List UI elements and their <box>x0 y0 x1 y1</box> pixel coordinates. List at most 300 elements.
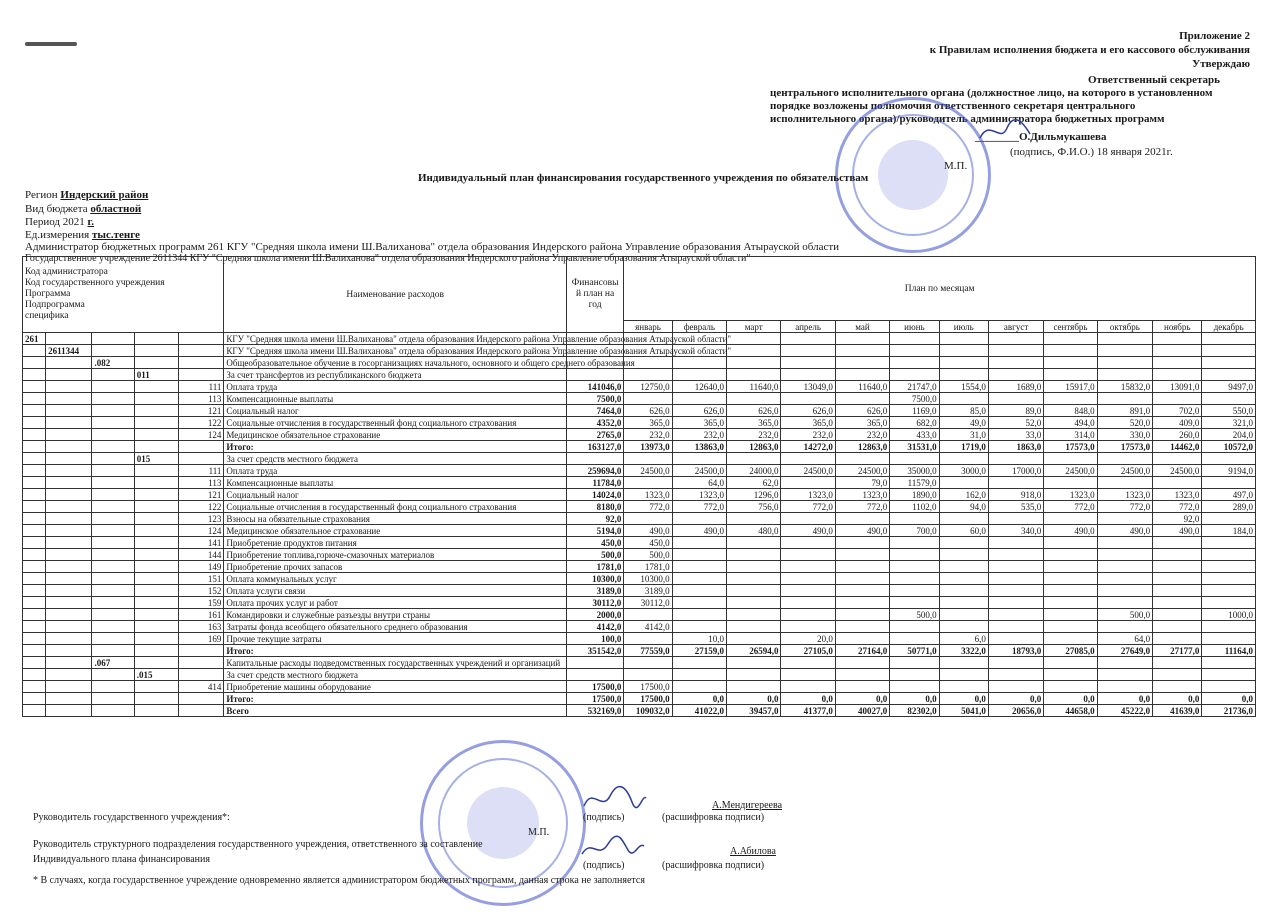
admin-code-cell <box>23 609 46 621</box>
month-value-cell <box>727 597 781 609</box>
unit-line: Ед.измерения тыс.тенге <box>25 229 140 241</box>
month-value-cell: 365,0 <box>672 417 726 429</box>
expense-name-cell: Затраты фонда всеобщего обязательного среднего образования <box>224 621 566 633</box>
specific-code-cell: 121 <box>179 405 224 417</box>
annual-plan-cell <box>566 453 623 465</box>
month-value-cell <box>1044 513 1097 525</box>
subprogram-code-cell <box>134 633 178 645</box>
program-code-cell <box>92 705 134 717</box>
month-value-cell: 490,0 <box>624 525 672 537</box>
month-value-cell <box>939 573 988 585</box>
month-value-cell: 365,0 <box>835 417 889 429</box>
specific-code-cell: 122 <box>179 417 224 429</box>
month-value-cell <box>1153 333 1202 345</box>
expense-name-cell: Оплата труда <box>224 381 566 393</box>
month-value-cell <box>1044 633 1097 645</box>
head-label: Руководитель государственного учреждения*: <box>33 812 230 823</box>
month-header: июль <box>939 321 988 333</box>
month-value-cell: 35000,0 <box>890 465 939 477</box>
month-value-cell <box>1153 669 1202 681</box>
month-value-cell: 20,0 <box>781 633 835 645</box>
month-value-cell <box>988 513 1043 525</box>
admin-code-cell <box>23 705 46 717</box>
institution-code-cell <box>46 501 92 513</box>
month-value-cell <box>1097 561 1152 573</box>
annual-plan-cell: 532169,0 <box>566 705 623 717</box>
expense-name-cell: Оплата прочих услуг и работ <box>224 597 566 609</box>
institution-code-cell <box>46 633 92 645</box>
program-code-cell <box>92 693 134 705</box>
month-value-cell: 500,0 <box>1097 609 1152 621</box>
program-code-cell <box>92 393 134 405</box>
table-row <box>23 501 1256 513</box>
subprogram-code-cell <box>134 585 178 597</box>
expense-name-cell: КГУ "Средняя школа имени Ш.Валиханова" отдела образования Индерского района Управление образования Атырауской области" <box>224 345 566 357</box>
subprogram-code-cell <box>134 513 178 525</box>
program-code-cell <box>92 453 134 465</box>
specific-code-cell: 111 <box>179 381 224 393</box>
month-value-cell <box>835 549 889 561</box>
month-value-cell: 1719,0 <box>939 441 988 453</box>
program-code-cell <box>92 621 134 633</box>
specific-code-cell <box>179 705 224 717</box>
region-line: Регион Индерский район <box>25 189 149 201</box>
expense-name-cell: Медицинское обязательное страхование <box>224 429 566 441</box>
month-value-cell: 702,0 <box>1153 405 1202 417</box>
month-value-cell <box>624 609 672 621</box>
month-value-cell <box>1044 453 1097 465</box>
table-row <box>23 429 1256 441</box>
expense-name-cell: Приобретение машины оборудование <box>224 681 566 693</box>
table-row <box>23 345 1256 357</box>
institution-code-cell <box>46 549 92 561</box>
document-title: Индивидуальный план финансирования государственного учреждения по обязательствам <box>418 172 869 184</box>
month-value-cell <box>988 597 1043 609</box>
admin-code-cell <box>23 369 46 381</box>
program-code-cell <box>92 381 134 393</box>
expense-name-cell: Медицинское обязательное страхование <box>224 525 566 537</box>
month-value-cell: 24000,0 <box>727 465 781 477</box>
program-code-cell <box>92 561 134 573</box>
month-value-cell: 490,0 <box>1044 525 1097 537</box>
annual-plan-cell <box>566 657 623 669</box>
plan-body <box>23 333 1256 717</box>
month-value-cell: 27159,0 <box>672 645 726 657</box>
month-value-cell: 41639,0 <box>1153 705 1202 717</box>
admin-code-cell <box>23 489 46 501</box>
month-value-cell: 314,0 <box>1044 429 1097 441</box>
annual-plan-cell: 450,0 <box>566 537 623 549</box>
admin-code-cell <box>23 585 46 597</box>
month-value-cell: 756,0 <box>727 501 781 513</box>
month-value-cell: 232,0 <box>835 429 889 441</box>
subprogram-code-cell <box>134 597 178 609</box>
admin-code-cell <box>23 513 46 525</box>
month-value-cell: 772,0 <box>1044 501 1097 513</box>
month-value-cell <box>727 573 781 585</box>
program-code-cell <box>92 537 134 549</box>
institution-code-cell <box>46 333 92 345</box>
expense-name-cell: Оплата коммунальных услуг <box>224 573 566 585</box>
month-value-cell: 0,0 <box>727 693 781 705</box>
month-value-cell <box>781 669 835 681</box>
month-value-cell <box>624 453 672 465</box>
month-value-cell <box>1097 369 1152 381</box>
sign-caption: (подпись, Ф.И.О.) 18 января 2021г. <box>1010 146 1173 158</box>
program-code-cell <box>92 549 134 561</box>
admin-code-cell <box>23 345 46 357</box>
month-value-cell <box>835 453 889 465</box>
month-value-cell <box>672 621 726 633</box>
subprogram-code-cell <box>134 693 178 705</box>
month-value-cell: 500,0 <box>890 609 939 621</box>
month-value-cell <box>672 669 726 681</box>
admin-code-cell <box>23 573 46 585</box>
month-value-cell <box>835 597 889 609</box>
month-value-cell <box>1097 477 1152 489</box>
month-value-cell <box>939 585 988 597</box>
program-code-cell <box>92 333 134 345</box>
month-value-cell <box>988 393 1043 405</box>
month-value-cell: 27164,0 <box>835 645 889 657</box>
institution-code-cell <box>46 669 92 681</box>
month-value-cell: 17573,0 <box>1044 441 1097 453</box>
month-value-cell <box>835 657 889 669</box>
institution-code-cell <box>46 597 92 609</box>
month-value-cell <box>988 657 1043 669</box>
expense-name-cell: Итого: <box>224 693 566 705</box>
month-value-cell <box>939 681 988 693</box>
month-value-cell <box>727 609 781 621</box>
month-value-cell: 0,0 <box>890 693 939 705</box>
institution-code-cell <box>46 381 92 393</box>
month-value-cell <box>1044 477 1097 489</box>
struct-decode-caption: (расшифровка подписи) <box>662 860 765 871</box>
month-value-cell <box>1202 669 1256 681</box>
specific-code-cell: 151 <box>179 573 224 585</box>
month-value-cell <box>1153 549 1202 561</box>
month-header: декабрь <box>1202 321 1256 333</box>
institution-code-cell <box>46 585 92 597</box>
month-value-cell: 109032,0 <box>624 705 672 717</box>
month-value-cell <box>939 345 988 357</box>
table-row <box>23 645 1256 657</box>
month-value-cell: 0,0 <box>939 693 988 705</box>
struct-label-2: Индивидуального плана финансирования <box>33 854 210 865</box>
annual-plan-cell: 92,0 <box>566 513 623 525</box>
month-value-cell: 7500,0 <box>890 393 939 405</box>
specific-code-cell: 149 <box>179 561 224 573</box>
subprogram-code-cell <box>134 573 178 585</box>
table-row <box>23 633 1256 645</box>
month-value-cell <box>781 585 835 597</box>
month-value-cell <box>624 669 672 681</box>
month-value-cell: 0,0 <box>1153 693 1202 705</box>
table-row <box>23 525 1256 537</box>
annual-plan-cell: 17500,0 <box>566 693 623 705</box>
month-value-cell: 1689,0 <box>988 381 1043 393</box>
expense-name-cell: Социальные отчисления в государственный фонд социального страхования <box>224 501 566 513</box>
approve-label: Утверждаю <box>1192 58 1250 70</box>
month-value-cell <box>672 393 726 405</box>
month-value-cell: 0,0 <box>672 693 726 705</box>
table-row <box>23 417 1256 429</box>
month-value-cell: 490,0 <box>1097 525 1152 537</box>
specific-code-cell <box>179 357 224 369</box>
admin-code-cell <box>23 501 46 513</box>
month-value-cell: 10,0 <box>672 633 726 645</box>
month-value-cell <box>988 669 1043 681</box>
month-value-cell: 918,0 <box>988 489 1043 501</box>
expense-name-cell: Всего <box>224 705 566 717</box>
admin-code-cell <box>23 453 46 465</box>
institution-code-cell: 2611344 <box>46 345 92 357</box>
specific-code-cell <box>179 345 224 357</box>
month-value-cell: 64,0 <box>1097 633 1152 645</box>
month-value-cell <box>1153 681 1202 693</box>
month-value-cell: 1296,0 <box>727 489 781 501</box>
table-row <box>23 573 1256 585</box>
month-value-cell <box>988 573 1043 585</box>
month-value-cell: 204,0 <box>1202 429 1256 441</box>
specific-code-cell: 111 <box>179 465 224 477</box>
table-row <box>23 537 1256 549</box>
month-value-cell <box>1097 585 1152 597</box>
month-value-cell: 520,0 <box>1097 417 1152 429</box>
month-value-cell: 21736,0 <box>1202 705 1256 717</box>
program-code-cell: .082 <box>92 357 134 369</box>
table-row <box>23 693 1256 705</box>
month-value-cell <box>672 513 726 525</box>
month-value-cell <box>1097 333 1152 345</box>
month-header: январь <box>624 321 672 333</box>
month-value-cell: 1102,0 <box>890 501 939 513</box>
admin-code-cell <box>23 621 46 633</box>
month-value-cell <box>890 681 939 693</box>
struct-sign-caption: (подпись) <box>583 860 625 871</box>
admin-code-cell <box>23 405 46 417</box>
specific-code-cell <box>179 441 224 453</box>
subprogram-code-cell <box>134 501 178 513</box>
month-header: ноябрь <box>1153 321 1202 333</box>
subprogram-code-cell <box>134 381 178 393</box>
annual-plan-cell: 3189,0 <box>566 585 623 597</box>
month-value-cell <box>835 573 889 585</box>
month-value-cell: 891,0 <box>1097 405 1152 417</box>
month-value-cell <box>939 669 988 681</box>
month-value-cell <box>939 561 988 573</box>
month-value-cell <box>1153 561 1202 573</box>
header-annual-plan: Финансовы й план на год <box>566 257 623 333</box>
month-value-cell <box>939 477 988 489</box>
month-value-cell <box>1202 369 1256 381</box>
month-value-cell: 31531,0 <box>890 441 939 453</box>
month-value-cell: 24500,0 <box>1044 465 1097 477</box>
month-value-cell: 39457,0 <box>727 705 781 717</box>
month-value-cell <box>1202 597 1256 609</box>
month-value-cell: 184,0 <box>1202 525 1256 537</box>
table-row <box>23 369 1256 381</box>
month-value-cell: 490,0 <box>781 525 835 537</box>
month-value-cell <box>890 333 939 345</box>
month-value-cell <box>890 513 939 525</box>
month-value-cell <box>939 537 988 549</box>
month-value-cell: 772,0 <box>624 501 672 513</box>
month-value-cell: 13863,0 <box>672 441 726 453</box>
specific-code-cell <box>179 693 224 705</box>
month-value-cell: 12863,0 <box>835 441 889 453</box>
annual-plan-cell: 7500,0 <box>566 393 623 405</box>
month-value-cell <box>727 681 781 693</box>
month-value-cell: 433,0 <box>890 429 939 441</box>
month-value-cell <box>1153 633 1202 645</box>
subprogram-code-cell: 015 <box>134 453 178 465</box>
annual-plan-cell: 30112,0 <box>566 597 623 609</box>
specific-code-cell <box>179 453 224 465</box>
admin-code-cell <box>23 441 46 453</box>
institution-code-cell <box>46 441 92 453</box>
month-value-cell <box>835 633 889 645</box>
annual-plan-cell: 259694,0 <box>566 465 623 477</box>
annual-plan-cell: 8180,0 <box>566 501 623 513</box>
month-value-cell <box>835 393 889 405</box>
annual-plan-cell: 7464,0 <box>566 405 623 417</box>
annual-plan-cell: 2000,0 <box>566 609 623 621</box>
month-value-cell: 26594,0 <box>727 645 781 657</box>
month-header: апрель <box>781 321 835 333</box>
month-value-cell <box>1097 597 1152 609</box>
month-value-cell: 3000,0 <box>939 465 988 477</box>
month-value-cell <box>1202 561 1256 573</box>
month-value-cell: 27649,0 <box>1097 645 1152 657</box>
institution-code-cell <box>46 537 92 549</box>
month-value-cell: 450,0 <box>624 537 672 549</box>
month-value-cell <box>988 537 1043 549</box>
program-code-cell <box>92 441 134 453</box>
expense-name-cell: Приобретение прочих запасов <box>224 561 566 573</box>
month-value-cell <box>781 681 835 693</box>
expense-name-cell: За счет средств местного бюджета <box>224 669 566 681</box>
month-value-cell: 13091,0 <box>1153 381 1202 393</box>
month-value-cell <box>1153 393 1202 405</box>
expense-name-cell: Оплата услуги связи <box>224 585 566 597</box>
institution-code-cell <box>46 681 92 693</box>
month-value-cell <box>781 513 835 525</box>
program-code-cell <box>92 597 134 609</box>
expense-name-cell: КГУ "Средняя школа имени Ш.Валиханова" отдела образования Индерского района Управление образования Атырауской области" <box>224 333 566 345</box>
month-value-cell: 10572,0 <box>1202 441 1256 453</box>
month-value-cell <box>1044 609 1097 621</box>
month-value-cell <box>835 369 889 381</box>
month-header: сентябрь <box>1044 321 1097 333</box>
header-codes: Код администратора Код государственного учреждения Программа Подпрограмма специфика <box>23 257 224 333</box>
month-value-cell <box>672 357 726 369</box>
month-value-cell <box>988 345 1043 357</box>
head-sign-caption: (подпись) <box>583 812 625 823</box>
month-value-cell <box>890 537 939 549</box>
month-value-cell <box>835 621 889 633</box>
month-value-cell: 45222,0 <box>1097 705 1152 717</box>
annual-plan-cell <box>566 369 623 381</box>
expense-name-cell: Прочие текущие затраты <box>224 633 566 645</box>
month-value-cell <box>1202 681 1256 693</box>
month-value-cell: 33,0 <box>988 429 1043 441</box>
month-value-cell <box>1097 393 1152 405</box>
expense-name-cell: Приобретение топлива,горюче-смазочных материалов <box>224 549 566 561</box>
subprogram-code-cell <box>134 549 178 561</box>
month-value-cell: 44658,0 <box>1044 705 1097 717</box>
month-value-cell: 772,0 <box>672 501 726 513</box>
program-code-cell <box>92 669 134 681</box>
subprogram-code-cell <box>134 537 178 549</box>
admin-code-cell <box>23 693 46 705</box>
annual-plan-cell: 11784,0 <box>566 477 623 489</box>
admin-code-cell: 261 <box>23 333 46 345</box>
signature-head <box>580 782 650 814</box>
expense-name-cell: За счет трансфертов из республиканского бюджета <box>224 369 566 381</box>
month-value-cell: 60,0 <box>939 525 988 537</box>
month-value-cell <box>1044 681 1097 693</box>
expense-name-cell: Командировки и служебные разъезды внутри страны <box>224 609 566 621</box>
month-value-cell <box>1153 369 1202 381</box>
expense-name-cell: Социальный налог <box>224 489 566 501</box>
month-value-cell <box>1097 357 1152 369</box>
month-value-cell <box>727 345 781 357</box>
expense-name-cell: Итого: <box>224 441 566 453</box>
header-expense-name: Наименование расходов <box>224 257 566 333</box>
month-value-cell: 497,0 <box>1202 489 1256 501</box>
month-value-cell <box>727 669 781 681</box>
expense-name-cell: Компенсационные выплаты <box>224 477 566 489</box>
expense-name-cell: Итого: <box>224 645 566 657</box>
month-value-cell <box>672 369 726 381</box>
month-value-cell: 626,0 <box>835 405 889 417</box>
specific-code-cell: 161 <box>179 609 224 621</box>
month-value-cell <box>1097 537 1152 549</box>
month-value-cell: 772,0 <box>1153 501 1202 513</box>
month-value-cell <box>988 561 1043 573</box>
month-value-cell <box>727 513 781 525</box>
month-value-cell <box>727 453 781 465</box>
annual-plan-cell: 14024,0 <box>566 489 623 501</box>
admin-code-cell <box>23 681 46 693</box>
month-value-cell <box>1097 681 1152 693</box>
month-value-cell <box>890 669 939 681</box>
table-row <box>23 669 1256 681</box>
table-row <box>23 333 1256 345</box>
month-value-cell: 500,0 <box>624 549 672 561</box>
month-value-cell: 24500,0 <box>1097 465 1152 477</box>
month-value-cell <box>1044 585 1097 597</box>
month-value-cell <box>1044 549 1097 561</box>
table-row <box>23 357 1256 369</box>
month-value-cell: 365,0 <box>781 417 835 429</box>
month-value-cell <box>1044 597 1097 609</box>
period-line: Период 2021 г. <box>25 216 95 228</box>
head-name: А.Мендигереева <box>712 800 783 811</box>
expense-name-cell: Приобретение продуктов питания <box>224 537 566 549</box>
month-value-cell <box>672 585 726 597</box>
program-code-cell <box>92 681 134 693</box>
month-value-cell <box>1153 537 1202 549</box>
month-value-cell: 1890,0 <box>890 489 939 501</box>
month-value-cell <box>939 369 988 381</box>
month-value-cell <box>939 549 988 561</box>
institution-code-cell <box>46 429 92 441</box>
admin-code-cell <box>23 645 46 657</box>
admin-code-cell <box>23 465 46 477</box>
expense-name-cell: Общеобразовательное обучение в госорганизациях начального, основного и общего среднего образования <box>224 357 566 369</box>
